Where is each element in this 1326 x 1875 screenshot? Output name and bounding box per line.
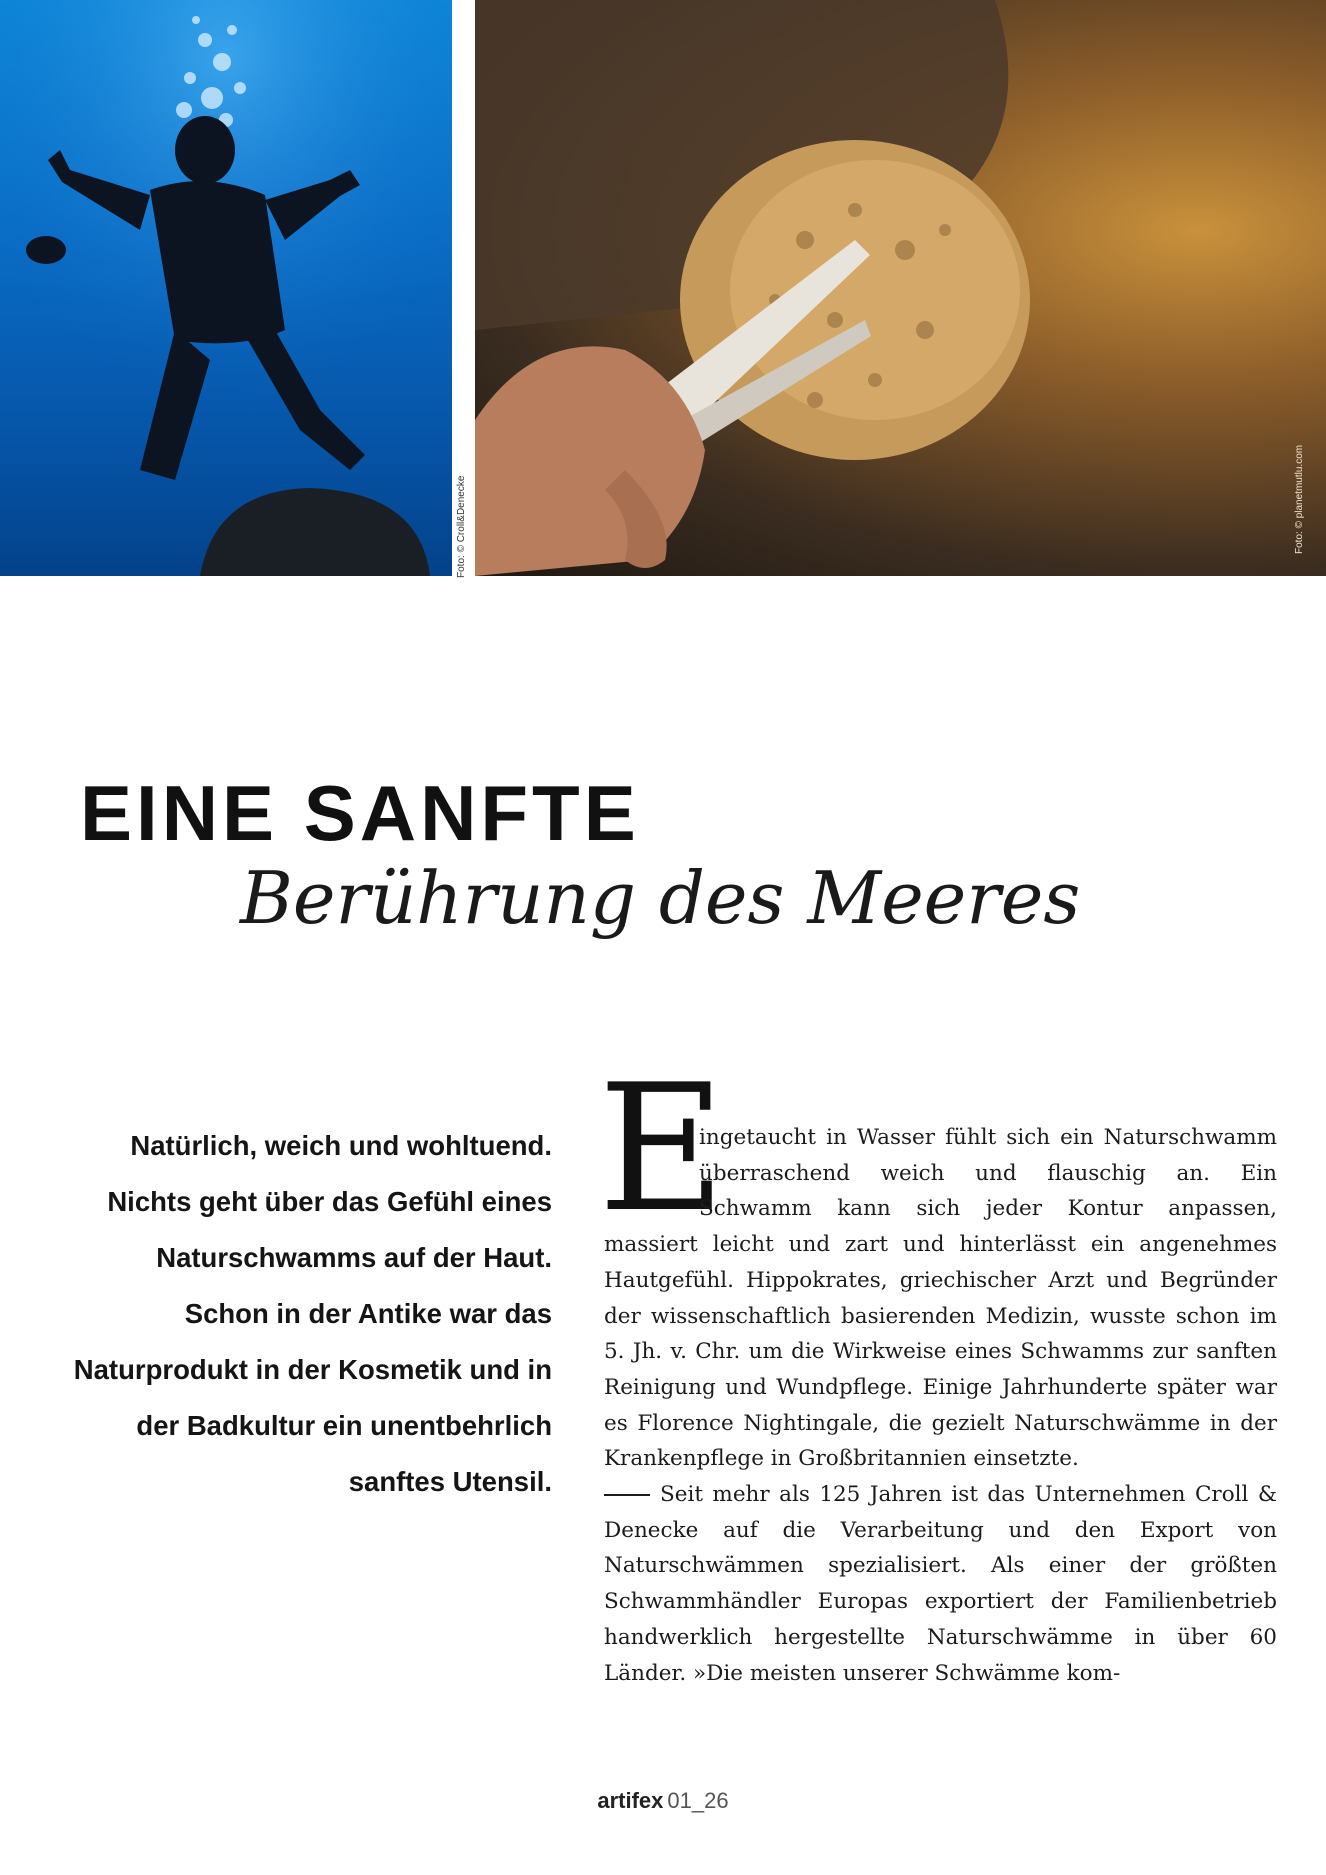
- headline-line-1: EINE SANFTE: [80, 769, 640, 857]
- body-paragraph-2: [604, 1477, 1277, 1691]
- body-paragraph-2-text: Seit mehr als 125 Jahren ist das Unternehmen Croll & Denecke auf die Verarbeitung und den Export von Naturschwämmen spezialisiert. Als einer der größten Schwammhändler Europas exportiert der Familienbetrieb handwerklich hergestellte Naturschwämme in über 60 Länder. »Die meisten unserer Schwämme kom-: [604, 1482, 1277, 1686]
- lead-paragraph: Natürlich, weich und wohltuend. Nichts geht über das Gefühl eines Naturschwamms auf der Haut. Schon in der Antike war das Naturprodukt in der Kosmetik und in der Badkultur ein unentbehrlich sanftes Utensil.: [73, 1130, 552, 1497]
- sponge-photo: [475, 0, 1326, 576]
- headline-line-2: Berührung des Meeres: [240, 856, 1081, 940]
- paragraph-dash: [604, 1494, 650, 1496]
- magazine-name: artifex: [597, 1788, 664, 1813]
- body-paragraph-1: ingetaucht in Wasser fühlt sich ein Naturschwamm überraschend weich und flauschig an. Ein Schwamm kann sich jeder Kontur anpassen, massiert leicht und zart und hinterlässt ein angenehmes Hautgefühl. Hippokrates, griechischer Arzt und Begründer der wissenschaftlich basierenden Medizin, wusste schon im 5. Jh. v. Chr. um die Wirkweise eines Schwamms zur sanften Reinigung und Wundpflege. Einige Jahrhunderte später war es Florence Nightingale, die gezielt Naturschwämme in der Krankenpflege in Großbritannien einsetzte.: [604, 1125, 1277, 1472]
- body-text: [604, 1120, 1277, 1691]
- sponge-photo-credit: Foto: © planetmutlu.com: [1294, 444, 1305, 554]
- diver-photo-credit: Foto: © Croll&Denecke: [456, 475, 467, 578]
- diver-photo: [0, 0, 452, 576]
- issue-number: 01_26: [667, 1788, 729, 1813]
- dropcap: E: [598, 1048, 726, 1251]
- page-footer: [0, 1788, 1326, 1814]
